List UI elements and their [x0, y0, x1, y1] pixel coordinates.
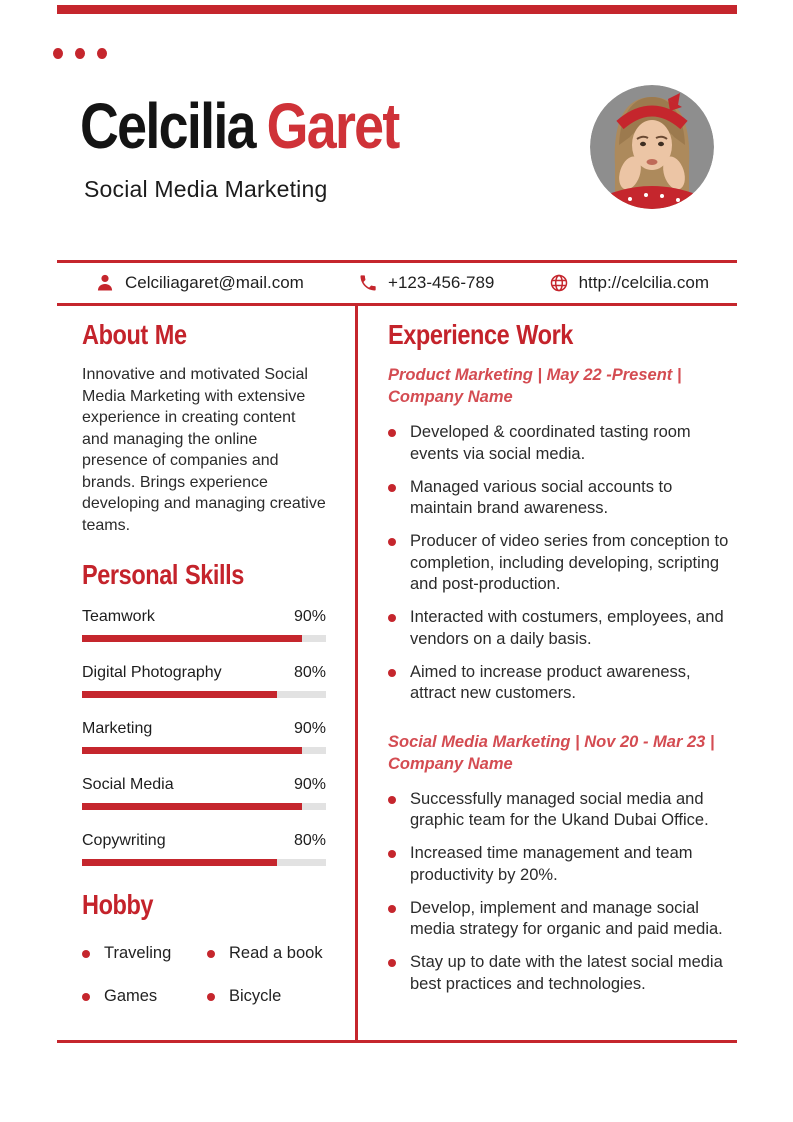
contact-phone[interactable]	[358, 273, 494, 293]
phone-icon	[358, 273, 378, 293]
job-bullet	[388, 422, 736, 465]
bullet-icon	[82, 993, 90, 1001]
hobby-item	[82, 944, 207, 963]
skill-item	[82, 608, 326, 642]
bullet-icon	[388, 614, 396, 622]
dot-icon	[53, 48, 63, 59]
hobby-item	[207, 987, 326, 1006]
skill-value: 90%	[293, 720, 326, 737]
hobby-heading: Hobby	[82, 889, 154, 920]
bullet-icon	[82, 950, 90, 958]
avatar	[590, 85, 714, 209]
person-icon	[95, 273, 115, 293]
job-bullet	[388, 898, 736, 941]
column-divider	[355, 304, 358, 1041]
bullet-icon	[207, 993, 215, 1001]
skills-heading: Personal Skills	[82, 559, 244, 590]
skill-bar-fill	[82, 635, 302, 642]
bottom-accent-line	[57, 1040, 737, 1043]
job-title: Social Media Marketing | Nov 20 - Mar 23 | Company Name	[388, 732, 715, 773]
hobby-item	[82, 987, 207, 1006]
bullet-icon	[388, 959, 396, 967]
skill-value: 90%	[293, 608, 326, 625]
bullet-icon	[388, 429, 396, 437]
bullet-text: Stay up to date with the latest social media best practices and technologies.	[410, 953, 723, 993]
decorative-dots	[53, 48, 107, 59]
website-text: http://celcilia.com	[578, 273, 709, 292]
job-bullet	[388, 662, 736, 705]
job-bullet	[388, 531, 736, 596]
job-bullet	[388, 477, 736, 520]
job-bullet	[388, 789, 736, 832]
skill-label: Social Media	[82, 776, 174, 793]
skill-bar-track	[82, 803, 326, 810]
hobby-item	[207, 944, 326, 963]
skill-label: Copywriting	[82, 832, 166, 849]
skill-value: 90%	[293, 776, 326, 793]
hobby-label: Games	[104, 987, 158, 1005]
last-name: Garet	[266, 90, 399, 162]
bullet-icon	[388, 484, 396, 492]
right-column	[388, 318, 736, 1007]
bullet-text: Increased time management and team productivity by 20%.	[410, 844, 693, 884]
bullet-text: Managed various social accounts to maintain brand awareness.	[410, 477, 673, 517]
email-text: Celciliagaret@mail.com	[125, 273, 304, 292]
dot-icon	[75, 48, 85, 59]
hobby-grid	[82, 944, 326, 1006]
skill-label: Digital Photography	[82, 664, 222, 681]
skill-label: Teamwork	[82, 608, 155, 625]
skill-bar-track	[82, 747, 326, 754]
skill-item	[82, 664, 326, 698]
hobby-label: Traveling	[104, 944, 172, 962]
role-subtitle: Social Media Marketing	[84, 176, 328, 202]
job-title: Product Marketing | May 22 -Present | Company Name	[388, 366, 682, 406]
skill-bar-track	[82, 691, 326, 698]
hobby-label: Bicycle	[229, 987, 282, 1005]
bullet-text: Interacted with costumers, employees, and vendors on a daily basis.	[410, 608, 724, 648]
bullet-icon	[388, 796, 396, 804]
skill-bar-fill	[82, 803, 302, 810]
about-heading: About Me	[82, 319, 187, 350]
top-accent-bar	[57, 5, 737, 14]
bullet-icon	[388, 905, 396, 913]
skill-label: Marketing	[82, 720, 153, 737]
hobby-label: Read a book	[229, 944, 323, 962]
skill-item	[82, 832, 326, 866]
job-bullet-list	[388, 789, 736, 996]
skill-bar-track	[82, 635, 326, 642]
phone-text: +123-456-789	[388, 273, 495, 292]
skill-value: 80%	[293, 832, 326, 849]
dot-icon	[97, 48, 107, 59]
bullet-text: Producer of video series from conception to completion, including developing, scripting and post-production.	[410, 532, 729, 593]
job-bullet-list	[388, 422, 736, 705]
skill-bar-fill	[82, 747, 302, 754]
first-name: Celcilia	[80, 90, 255, 162]
skill-bar-track	[82, 859, 326, 866]
job-bullet	[388, 843, 736, 886]
bullet-text: Developed & coordinated tasting room events via social media.	[410, 423, 691, 463]
bullet-icon	[388, 850, 396, 858]
contact-bar	[57, 260, 737, 306]
about-text: Innovative and motivated Social Media Marketing with extensive experience in creating content and managing the online presence of companies and brands. Brings experience developing and managing creative teams.	[82, 366, 326, 534]
skill-bar-fill	[82, 691, 277, 698]
bullet-icon	[388, 538, 396, 546]
contact-email[interactable]	[95, 273, 304, 293]
job-bullet	[388, 952, 736, 995]
contact-website[interactable]	[549, 273, 709, 293]
bullet-text: Aimed to increase product awareness, attract new customers.	[410, 662, 691, 702]
globe-icon	[549, 273, 569, 293]
bullet-text: Successfully managed social media and graphic team for the Ukand Dubai Office.	[410, 789, 709, 829]
header	[80, 92, 459, 160]
bullet-icon	[207, 950, 215, 958]
bullet-icon	[388, 669, 396, 677]
skill-item	[82, 776, 326, 810]
left-column	[82, 318, 326, 1006]
page-title	[80, 92, 399, 160]
bullet-text: Develop, implement and manage social media strategy for organic and paid media.	[410, 898, 723, 938]
profile-photo	[590, 85, 714, 209]
skill-value: 80%	[293, 664, 326, 681]
experience-heading: Experience Work	[388, 319, 573, 350]
skill-item	[82, 720, 326, 754]
skill-bar-fill	[82, 859, 277, 866]
job-bullet	[388, 607, 736, 650]
